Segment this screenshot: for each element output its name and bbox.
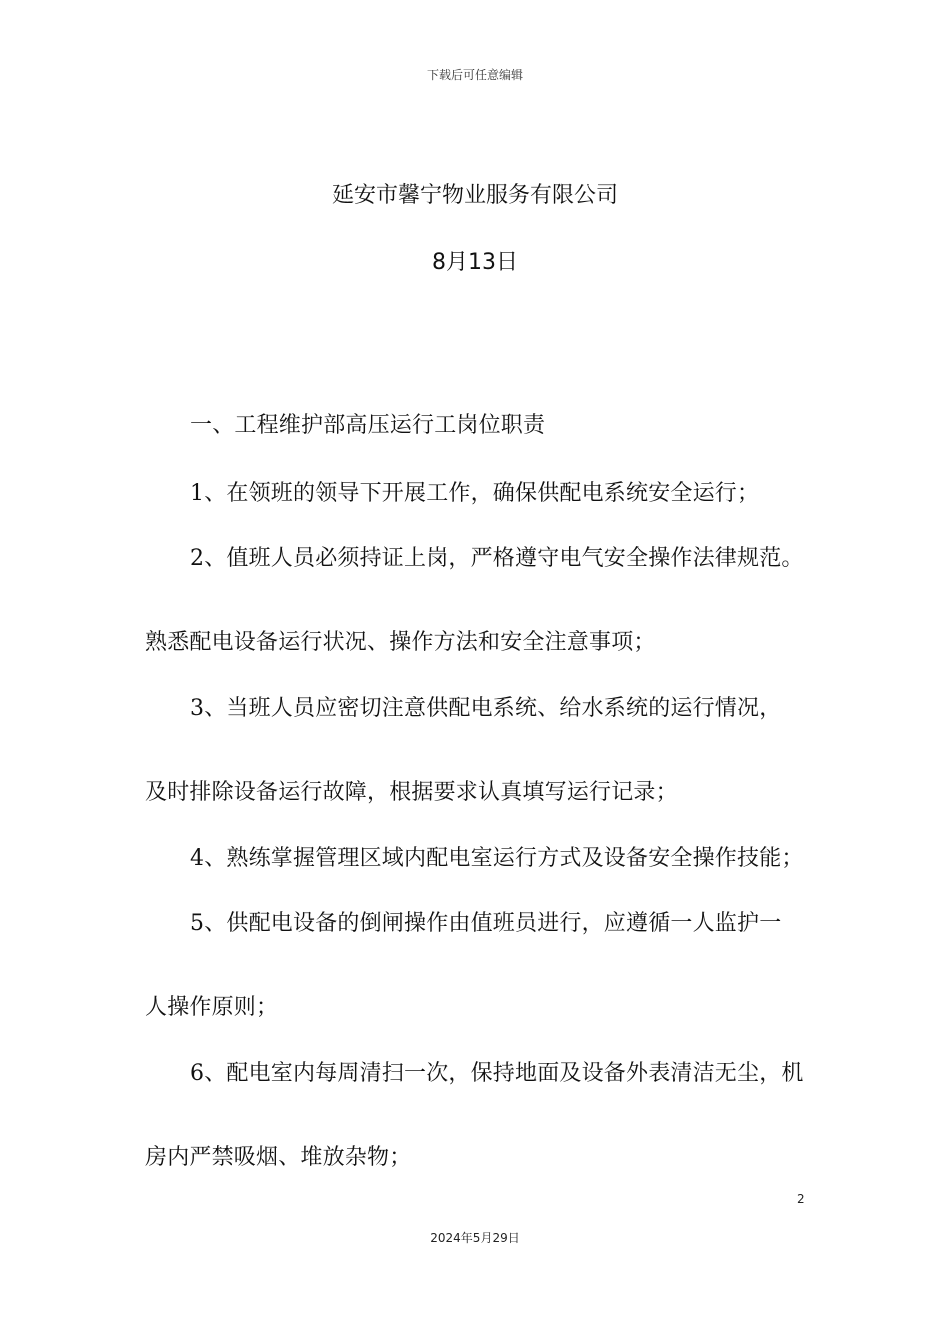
paragraph-line: 1、在领班的领导下开展工作，确保供配电系统安全运行；: [190, 481, 760, 506]
paragraph-line: 5、供配电设备的倒闸操作由值班员进行，应遵循一人监护一: [190, 911, 782, 936]
header-note: 下载后可任意编辑: [426, 68, 523, 82]
paragraph-line: 6、配电室内每周清扫一次，保持地面及设备外表清洁无尘，机: [190, 1061, 804, 1086]
paragraph-line: 4、熟练掌握管理区域内配电室运行方式及设备安全操作技能；: [190, 846, 804, 871]
company-title: 延安市馨宁物业服务有限公司: [331, 183, 618, 208]
paragraph-line: 房内严禁吸烟、堆放杂物；: [145, 1145, 412, 1170]
paragraph-line: 2、值班人员必须持证上岗，严格遵守电气安全操作法律规范。: [190, 546, 804, 571]
paragraph-line: 3、当班人员应密切注意供配电系统、给水系统的运行情况，: [190, 696, 782, 721]
paragraph-line: 人操作原则；: [145, 995, 279, 1020]
page-number: 2: [797, 1192, 805, 1206]
section-heading: 一、工程维护部高压运行工岗位职责: [190, 413, 546, 438]
document-date: 8月13日: [432, 250, 518, 275]
paragraph-line: 及时排除设备运行故障，根据要求认真填写运行记录；: [145, 780, 678, 805]
footer-date: 2024年5月29日: [430, 1231, 520, 1245]
paragraph-line: 熟悉配电设备运行状况、操作方法和安全注意事项；: [145, 630, 656, 655]
